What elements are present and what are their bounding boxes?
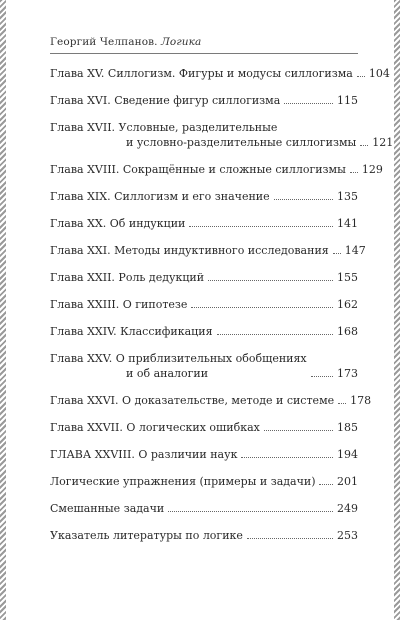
toc-entry[interactable] xyxy=(50,66,390,81)
toc-entry-title-line: Указатель литературы по логике xyxy=(50,529,243,542)
toc-entry[interactable] xyxy=(50,270,358,285)
toc-page-number: 135 xyxy=(337,190,358,203)
dot-leader xyxy=(350,172,358,173)
toc-page-number: 178 xyxy=(350,394,372,407)
header-rule xyxy=(50,53,358,54)
toc-entry-title xyxy=(50,528,243,543)
header-book-title: Логика xyxy=(161,36,202,48)
toc-entry-title xyxy=(50,270,204,285)
toc-entry-title-line: Глава XXVI. О доказательстве, методе и системе xyxy=(50,394,335,407)
dot-leader xyxy=(247,538,333,539)
toc-entry[interactable] xyxy=(50,324,358,339)
toc-page-number: 162 xyxy=(337,298,358,311)
toc-entry-title xyxy=(50,501,164,516)
toc-entry-title-line: Глава XVIII. Сокращённые и сложные силлогизмы xyxy=(50,163,346,176)
toc-entry-title xyxy=(50,420,260,435)
toc-entry-title xyxy=(50,243,329,258)
dot-leader xyxy=(264,430,333,431)
toc-entry-title-line: Смешанные задачи xyxy=(50,502,165,515)
toc-entry-title-line: Глава XVI. Сведение фигур силлогизма xyxy=(50,94,281,107)
toc-page-number: 253 xyxy=(337,529,358,542)
toc-entry-title-line: Глава XX. Об индукции xyxy=(50,217,186,230)
toc-page-number: 194 xyxy=(337,448,358,461)
dot-leader xyxy=(189,226,333,227)
running-header xyxy=(50,36,358,48)
toc-entry-title xyxy=(50,351,307,381)
toc-entry-title xyxy=(50,66,353,81)
toc-entry-title-line: Глава XXV. О приблизительных обобщениях xyxy=(50,352,307,365)
dot-leader xyxy=(208,280,333,281)
dot-leader xyxy=(319,484,333,485)
toc-entry-title-line: Глава XXIII. О гипотезе xyxy=(50,298,188,311)
toc-entry-title-line: Глава XXII. Роль дедукций xyxy=(50,271,205,284)
toc-page-number: 147 xyxy=(344,244,366,257)
header-author: Георгий Челпанов. xyxy=(50,36,158,48)
dot-leader xyxy=(168,511,333,512)
toc-entry-title xyxy=(50,93,280,108)
toc-entry[interactable] xyxy=(50,93,358,108)
toc-entry[interactable] xyxy=(50,216,358,231)
toc-entry-title-line: и об аналогии xyxy=(126,367,209,380)
dot-leader xyxy=(217,334,333,335)
toc-entry-title xyxy=(50,120,356,150)
toc-page-number: 249 xyxy=(337,502,358,515)
toc-entry-title-line: Глава XXVII. О логических ошибках xyxy=(50,421,260,434)
toc-entry[interactable] xyxy=(50,447,358,462)
toc-page-number: 141 xyxy=(337,217,358,230)
dot-leader xyxy=(311,376,333,377)
toc-entry-title-line: ГЛАВА XXVIII. О различии наук xyxy=(50,448,238,461)
toc-entry[interactable] xyxy=(50,120,394,150)
toc-entry[interactable] xyxy=(50,243,366,258)
toc-page-number: 201 xyxy=(337,475,358,488)
dot-leader xyxy=(191,307,333,308)
toc-entry-title xyxy=(50,324,213,339)
toc-entry[interactable] xyxy=(50,162,383,177)
dot-leader xyxy=(284,103,333,104)
toc-entry-title xyxy=(50,189,270,204)
toc-page-number: 168 xyxy=(337,325,358,338)
dot-leader xyxy=(360,145,368,146)
toc-entry-title xyxy=(50,162,346,177)
toc-entry[interactable] xyxy=(50,351,358,381)
toc-entry-title xyxy=(50,297,187,312)
toc-entry-title xyxy=(50,474,315,489)
dot-leader xyxy=(357,76,365,77)
toc-entry[interactable] xyxy=(50,501,358,516)
toc-entry-title-line: и условно-разделительные силлогизмы xyxy=(126,136,357,149)
table-of-contents xyxy=(50,66,394,555)
toc-entry-title-line: Глава XIX. Силлогизм и его значение xyxy=(50,190,270,203)
toc-entry-title-line: Логические упражнения (примеры и задачи) xyxy=(50,475,316,488)
toc-entry[interactable] xyxy=(50,528,358,543)
toc-entry-title xyxy=(50,216,185,231)
toc-page-number: 121 xyxy=(372,136,394,149)
toc-entry[interactable] xyxy=(50,297,358,312)
dot-leader xyxy=(333,253,341,254)
dot-leader xyxy=(241,457,333,458)
toc-entry[interactable] xyxy=(50,474,358,489)
toc-entry[interactable] xyxy=(50,393,372,408)
toc-page-number: 173 xyxy=(337,367,358,380)
toc-entry-title xyxy=(50,393,334,408)
right-page-edge xyxy=(394,0,400,620)
toc-page-number: 185 xyxy=(337,421,358,434)
toc-page-number: 155 xyxy=(337,271,358,284)
toc-entry[interactable] xyxy=(50,420,358,435)
left-page-edge xyxy=(0,0,6,620)
toc-entry-title xyxy=(50,447,237,462)
dot-leader xyxy=(338,403,346,404)
toc-entry-title-line: Глава XVII. Условные, разделительные xyxy=(50,121,278,134)
toc-page-number: 129 xyxy=(361,163,383,176)
toc-entry-title-line: Глава XV. Силлогизм. Фигуры и модусы силлогизма xyxy=(50,67,353,80)
toc-entry-title-line: Глава XXI. Методы индуктивного исследования xyxy=(50,244,329,257)
toc-page-number: 104 xyxy=(368,67,390,80)
toc-entry-title-line: Глава XXIV. Классификация xyxy=(50,325,213,338)
toc-entry[interactable] xyxy=(50,189,358,204)
dot-leader xyxy=(274,199,333,200)
toc-page-number: 115 xyxy=(337,94,358,107)
